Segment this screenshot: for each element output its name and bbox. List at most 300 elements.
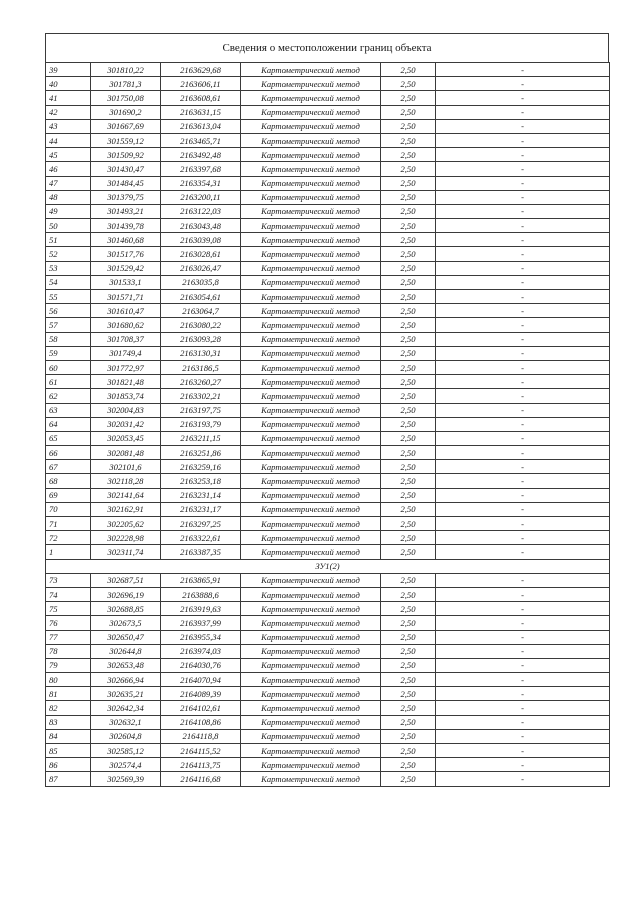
accuracy-cell: 2,50	[381, 744, 436, 758]
y-coordinate-cell: 2163865,91	[161, 573, 241, 587]
accuracy-cell: 2,50	[381, 715, 436, 729]
y-coordinate-cell: 2163064,7	[161, 304, 241, 318]
coordinates-table	[45, 62, 610, 787]
description-cell: -	[436, 474, 610, 488]
y-coordinate-cell: 2163231,14	[161, 488, 241, 502]
y-coordinate-cell: 2163130,31	[161, 346, 241, 360]
y-coordinate-cell: 2163197,75	[161, 403, 241, 417]
accuracy-cell: 2,50	[381, 190, 436, 204]
table-row	[46, 360, 610, 374]
x-coordinate-cell: 302004,83	[91, 403, 161, 417]
point-number-cell: 63	[46, 403, 91, 417]
x-coordinate-cell: 301680,62	[91, 318, 161, 332]
accuracy-cell: 2,50	[381, 701, 436, 715]
description-cell: -	[436, 204, 610, 218]
section-row	[46, 559, 610, 573]
description-cell: -	[436, 389, 610, 403]
method-cell: Картометрический метод	[241, 318, 381, 332]
description-cell: -	[436, 119, 610, 133]
table-row	[46, 517, 610, 531]
x-coordinate-cell: 301559,12	[91, 133, 161, 147]
x-coordinate-cell: 301690,2	[91, 105, 161, 119]
accuracy-cell: 2,50	[381, 488, 436, 502]
accuracy-cell: 2,50	[381, 587, 436, 601]
method-cell: Картометрический метод	[241, 602, 381, 616]
x-coordinate-cell: 302673,5	[91, 616, 161, 630]
point-number-cell: 59	[46, 346, 91, 360]
y-coordinate-cell: 2163211,15	[161, 431, 241, 445]
method-cell: Картометрический метод	[241, 91, 381, 105]
accuracy-cell: 2,50	[381, 63, 436, 77]
description-cell: -	[436, 275, 610, 289]
accuracy-cell: 2,50	[381, 573, 436, 587]
method-cell: Картометрический метод	[241, 460, 381, 474]
table-row	[46, 119, 610, 133]
description-cell: -	[436, 687, 610, 701]
point-number-cell: 54	[46, 275, 91, 289]
description-cell: -	[436, 616, 610, 630]
method-cell: Картометрический метод	[241, 758, 381, 772]
table-row	[46, 332, 610, 346]
method-cell: Картометрический метод	[241, 502, 381, 516]
point-number-cell: 46	[46, 162, 91, 176]
y-coordinate-cell: 2163297,25	[161, 517, 241, 531]
x-coordinate-cell: 302688,85	[91, 602, 161, 616]
accuracy-cell: 2,50	[381, 91, 436, 105]
method-cell: Картометрический метод	[241, 729, 381, 743]
y-coordinate-cell: 2163606,11	[161, 77, 241, 91]
method-cell: Картометрический метод	[241, 133, 381, 147]
description-cell: -	[436, 644, 610, 658]
accuracy-cell: 2,50	[381, 431, 436, 445]
description-cell: -	[436, 375, 610, 389]
accuracy-cell: 2,50	[381, 389, 436, 403]
point-number-cell: 87	[46, 772, 91, 786]
description-cell: -	[436, 233, 610, 247]
x-coordinate-cell: 302311,74	[91, 545, 161, 559]
y-coordinate-cell: 2163200,11	[161, 190, 241, 204]
table-row	[46, 190, 610, 204]
y-coordinate-cell: 2164115,52	[161, 744, 241, 758]
description-cell: -	[436, 148, 610, 162]
table-row	[46, 389, 610, 403]
point-number-cell: 77	[46, 630, 91, 644]
y-coordinate-cell: 2164116,68	[161, 772, 241, 786]
point-number-cell: 64	[46, 417, 91, 431]
point-number-cell: 1	[46, 545, 91, 559]
x-coordinate-cell: 301517,76	[91, 247, 161, 261]
y-coordinate-cell: 2163259,16	[161, 460, 241, 474]
table-row	[46, 772, 610, 786]
point-number-cell: 75	[46, 602, 91, 616]
y-coordinate-cell: 2163186,5	[161, 360, 241, 374]
accuracy-cell: 2,50	[381, 644, 436, 658]
table-row	[46, 701, 610, 715]
y-coordinate-cell: 2163465,71	[161, 133, 241, 147]
description-cell: -	[436, 247, 610, 261]
point-number-cell: 86	[46, 758, 91, 772]
y-coordinate-cell: 2164118,8	[161, 729, 241, 743]
method-cell: Картометрический метод	[241, 105, 381, 119]
point-number-cell: 41	[46, 91, 91, 105]
x-coordinate-cell: 302666,94	[91, 673, 161, 687]
point-number-cell: 47	[46, 176, 91, 190]
method-cell: Картометрический метод	[241, 446, 381, 460]
method-cell: Картометрический метод	[241, 304, 381, 318]
description-cell: -	[436, 517, 610, 531]
accuracy-cell: 2,50	[381, 417, 436, 431]
x-coordinate-cell: 301750,08	[91, 91, 161, 105]
point-number-cell: 72	[46, 531, 91, 545]
x-coordinate-cell: 302642,34	[91, 701, 161, 715]
point-number-cell: 50	[46, 219, 91, 233]
description-cell: -	[436, 318, 610, 332]
table-row	[46, 758, 610, 772]
point-number-cell: 39	[46, 63, 91, 77]
description-cell: -	[436, 772, 610, 786]
x-coordinate-cell: 302632,1	[91, 715, 161, 729]
y-coordinate-cell: 2163026,47	[161, 261, 241, 275]
point-number-cell: 70	[46, 502, 91, 516]
y-coordinate-cell: 2163035,8	[161, 275, 241, 289]
table-row	[46, 502, 610, 516]
table-row	[46, 630, 610, 644]
y-coordinate-cell: 2163613,04	[161, 119, 241, 133]
point-number-cell: 66	[46, 446, 91, 460]
accuracy-cell: 2,50	[381, 545, 436, 559]
method-cell: Картометрический метод	[241, 346, 381, 360]
method-cell: Картометрический метод	[241, 431, 381, 445]
point-number-cell: 74	[46, 587, 91, 601]
y-coordinate-cell: 2163629,68	[161, 63, 241, 77]
y-coordinate-cell: 2163043,48	[161, 219, 241, 233]
method-cell: Картометрический метод	[241, 219, 381, 233]
description-cell: -	[436, 715, 610, 729]
x-coordinate-cell: 301439,78	[91, 219, 161, 233]
method-cell: Картометрический метод	[241, 233, 381, 247]
point-number-cell: 42	[46, 105, 91, 119]
accuracy-cell: 2,50	[381, 133, 436, 147]
accuracy-cell: 2,50	[381, 531, 436, 545]
x-coordinate-cell: 301610,47	[91, 304, 161, 318]
coordinates-table-body	[46, 63, 610, 787]
y-coordinate-cell: 2163492,48	[161, 148, 241, 162]
table-row	[46, 573, 610, 587]
y-coordinate-cell: 2164089,39	[161, 687, 241, 701]
point-number-cell: 62	[46, 389, 91, 403]
table-row	[46, 204, 610, 218]
x-coordinate-cell: 302650,47	[91, 630, 161, 644]
method-cell: Картометрический метод	[241, 332, 381, 346]
point-number-cell: 80	[46, 673, 91, 687]
y-coordinate-cell: 2163028,61	[161, 247, 241, 261]
description-cell: -	[436, 190, 610, 204]
method-cell: Картометрический метод	[241, 587, 381, 601]
point-number-cell: 85	[46, 744, 91, 758]
table-row	[46, 545, 610, 559]
x-coordinate-cell: 302228,98	[91, 531, 161, 545]
y-coordinate-cell: 2163631,15	[161, 105, 241, 119]
x-coordinate-cell: 301430,47	[91, 162, 161, 176]
x-coordinate-cell: 301667,69	[91, 119, 161, 133]
table-row	[46, 318, 610, 332]
x-coordinate-cell: 302653,48	[91, 658, 161, 672]
method-cell: Картометрический метод	[241, 474, 381, 488]
description-cell: -	[436, 460, 610, 474]
x-coordinate-cell: 301460,68	[91, 233, 161, 247]
description-cell: -	[436, 545, 610, 559]
table-row	[46, 233, 610, 247]
y-coordinate-cell: 2163253,18	[161, 474, 241, 488]
method-cell: Картометрический метод	[241, 247, 381, 261]
point-number-cell: 56	[46, 304, 91, 318]
x-coordinate-cell: 301821,48	[91, 375, 161, 389]
accuracy-cell: 2,50	[381, 219, 436, 233]
y-coordinate-cell: 2163251,86	[161, 446, 241, 460]
x-coordinate-cell: 301772,97	[91, 360, 161, 374]
method-cell: Картометрический метод	[241, 389, 381, 403]
description-cell: -	[436, 602, 610, 616]
x-coordinate-cell: 302604,8	[91, 729, 161, 743]
method-cell: Картометрический метод	[241, 630, 381, 644]
table-row	[46, 729, 610, 743]
accuracy-cell: 2,50	[381, 360, 436, 374]
method-cell: Картометрический метод	[241, 290, 381, 304]
point-number-cell: 84	[46, 729, 91, 743]
method-cell: Картометрический метод	[241, 701, 381, 715]
description-cell: -	[436, 332, 610, 346]
description-cell: -	[436, 630, 610, 644]
accuracy-cell: 2,50	[381, 318, 436, 332]
y-coordinate-cell: 2163919,63	[161, 602, 241, 616]
point-number-cell: 67	[46, 460, 91, 474]
y-coordinate-cell: 2163080,22	[161, 318, 241, 332]
description-cell: -	[436, 744, 610, 758]
table-row	[46, 105, 610, 119]
table-row	[46, 474, 610, 488]
method-cell: Картометрический метод	[241, 687, 381, 701]
point-number-cell: 65	[46, 431, 91, 445]
accuracy-cell: 2,50	[381, 602, 436, 616]
point-number-cell: 49	[46, 204, 91, 218]
table-row	[46, 176, 610, 190]
table-row	[46, 91, 610, 105]
y-coordinate-cell: 2163231,17	[161, 502, 241, 516]
accuracy-cell: 2,50	[381, 233, 436, 247]
x-coordinate-cell: 301810,22	[91, 63, 161, 77]
table-row	[46, 602, 610, 616]
x-coordinate-cell: 301533,1	[91, 275, 161, 289]
point-number-cell: 58	[46, 332, 91, 346]
method-cell: Картометрический метод	[241, 517, 381, 531]
description-cell: -	[436, 63, 610, 77]
x-coordinate-cell: 302053,45	[91, 431, 161, 445]
description-cell: -	[436, 290, 610, 304]
y-coordinate-cell: 2163260,27	[161, 375, 241, 389]
table-row	[46, 687, 610, 701]
x-coordinate-cell: 302585,12	[91, 744, 161, 758]
accuracy-cell: 2,50	[381, 346, 436, 360]
x-coordinate-cell: 301529,42	[91, 261, 161, 275]
accuracy-cell: 2,50	[381, 162, 436, 176]
accuracy-cell: 2,50	[381, 77, 436, 91]
description-cell: -	[436, 346, 610, 360]
x-coordinate-cell: 301708,37	[91, 332, 161, 346]
description-cell: -	[436, 431, 610, 445]
y-coordinate-cell: 2164070,94	[161, 673, 241, 687]
x-coordinate-cell: 302205,62	[91, 517, 161, 531]
point-number-cell: 73	[46, 573, 91, 587]
point-number-cell: 44	[46, 133, 91, 147]
accuracy-cell: 2,50	[381, 290, 436, 304]
description-cell: -	[436, 403, 610, 417]
method-cell: Картометрический метод	[241, 162, 381, 176]
method-cell: Картометрический метод	[241, 531, 381, 545]
accuracy-cell: 2,50	[381, 119, 436, 133]
method-cell: Картометрический метод	[241, 119, 381, 133]
table-row	[46, 531, 610, 545]
section-label: ЗУ1(2)	[46, 559, 610, 573]
method-cell: Картометрический метод	[241, 204, 381, 218]
method-cell: Картометрический метод	[241, 148, 381, 162]
point-number-cell: 52	[46, 247, 91, 261]
description-cell: -	[436, 446, 610, 460]
method-cell: Картометрический метод	[241, 275, 381, 289]
description-cell: -	[436, 531, 610, 545]
y-coordinate-cell: 2163387,35	[161, 545, 241, 559]
point-number-cell: 69	[46, 488, 91, 502]
accuracy-cell: 2,50	[381, 460, 436, 474]
x-coordinate-cell: 301571,71	[91, 290, 161, 304]
table-row	[46, 304, 610, 318]
table-row	[46, 77, 610, 91]
accuracy-cell: 2,50	[381, 148, 436, 162]
x-coordinate-cell: 301509,92	[91, 148, 161, 162]
table-row	[46, 417, 610, 431]
description-cell: -	[436, 360, 610, 374]
accuracy-cell: 2,50	[381, 332, 436, 346]
x-coordinate-cell: 302162,91	[91, 502, 161, 516]
table-row	[46, 673, 610, 687]
y-coordinate-cell: 2163093,28	[161, 332, 241, 346]
y-coordinate-cell: 2163322,61	[161, 531, 241, 545]
point-number-cell: 76	[46, 616, 91, 630]
method-cell: Картометрический метод	[241, 190, 381, 204]
method-cell: Картометрический метод	[241, 772, 381, 786]
accuracy-cell: 2,50	[381, 275, 436, 289]
x-coordinate-cell: 301749,4	[91, 346, 161, 360]
accuracy-cell: 2,50	[381, 658, 436, 672]
accuracy-cell: 2,50	[381, 261, 436, 275]
point-number-cell: 43	[46, 119, 91, 133]
table-row	[46, 63, 610, 77]
accuracy-cell: 2,50	[381, 758, 436, 772]
accuracy-cell: 2,50	[381, 105, 436, 119]
point-number-cell: 57	[46, 318, 91, 332]
y-coordinate-cell: 2163054,61	[161, 290, 241, 304]
x-coordinate-cell: 302081,48	[91, 446, 161, 460]
y-coordinate-cell: 2163955,34	[161, 630, 241, 644]
y-coordinate-cell: 2163974,03	[161, 644, 241, 658]
y-coordinate-cell: 2164102,61	[161, 701, 241, 715]
accuracy-cell: 2,50	[381, 517, 436, 531]
method-cell: Картометрический метод	[241, 360, 381, 374]
y-coordinate-cell: 2163193,79	[161, 417, 241, 431]
point-number-cell: 60	[46, 360, 91, 374]
method-cell: Картометрический метод	[241, 488, 381, 502]
description-cell: -	[436, 261, 610, 275]
method-cell: Картометрический метод	[241, 573, 381, 587]
method-cell: Картометрический метод	[241, 261, 381, 275]
description-cell: -	[436, 219, 610, 233]
y-coordinate-cell: 2164108,86	[161, 715, 241, 729]
y-coordinate-cell: 2164030,76	[161, 658, 241, 672]
x-coordinate-cell: 301484,45	[91, 176, 161, 190]
description-cell: -	[436, 587, 610, 601]
accuracy-cell: 2,50	[381, 687, 436, 701]
y-coordinate-cell: 2163608,61	[161, 91, 241, 105]
description-cell: -	[436, 758, 610, 772]
point-number-cell: 79	[46, 658, 91, 672]
x-coordinate-cell: 302118,28	[91, 474, 161, 488]
table-row	[46, 346, 610, 360]
point-number-cell: 78	[46, 644, 91, 658]
point-number-cell: 51	[46, 233, 91, 247]
point-number-cell: 53	[46, 261, 91, 275]
table-row	[46, 460, 610, 474]
description-cell: -	[436, 701, 610, 715]
description-cell: -	[436, 105, 610, 119]
description-cell: -	[436, 573, 610, 587]
x-coordinate-cell: 302644,8	[91, 644, 161, 658]
table-row	[46, 587, 610, 601]
table-row	[46, 616, 610, 630]
description-cell: -	[436, 729, 610, 743]
accuracy-cell: 2,50	[381, 616, 436, 630]
description-cell: -	[436, 91, 610, 105]
method-cell: Картометрический метод	[241, 744, 381, 758]
x-coordinate-cell: 302031,42	[91, 417, 161, 431]
accuracy-cell: 2,50	[381, 630, 436, 644]
description-cell: -	[436, 658, 610, 672]
method-cell: Картометрический метод	[241, 176, 381, 190]
table-row	[46, 658, 610, 672]
accuracy-cell: 2,50	[381, 446, 436, 460]
point-number-cell: 81	[46, 687, 91, 701]
accuracy-cell: 2,50	[381, 474, 436, 488]
table-row	[46, 275, 610, 289]
accuracy-cell: 2,50	[381, 204, 436, 218]
x-coordinate-cell: 302635,21	[91, 687, 161, 701]
accuracy-cell: 2,50	[381, 375, 436, 389]
table-row	[46, 488, 610, 502]
y-coordinate-cell: 2164113,75	[161, 758, 241, 772]
method-cell: Картометрический метод	[241, 403, 381, 417]
method-cell: Картометрический метод	[241, 417, 381, 431]
point-number-cell: 71	[46, 517, 91, 531]
accuracy-cell: 2,50	[381, 247, 436, 261]
y-coordinate-cell: 2163039,08	[161, 233, 241, 247]
y-coordinate-cell: 2163302,21	[161, 389, 241, 403]
accuracy-cell: 2,50	[381, 502, 436, 516]
method-cell: Картометрический метод	[241, 644, 381, 658]
point-number-cell: 82	[46, 701, 91, 715]
y-coordinate-cell: 2163122,03	[161, 204, 241, 218]
table-row	[46, 644, 610, 658]
method-cell: Картометрический метод	[241, 715, 381, 729]
table-row	[46, 133, 610, 147]
point-number-cell: 48	[46, 190, 91, 204]
